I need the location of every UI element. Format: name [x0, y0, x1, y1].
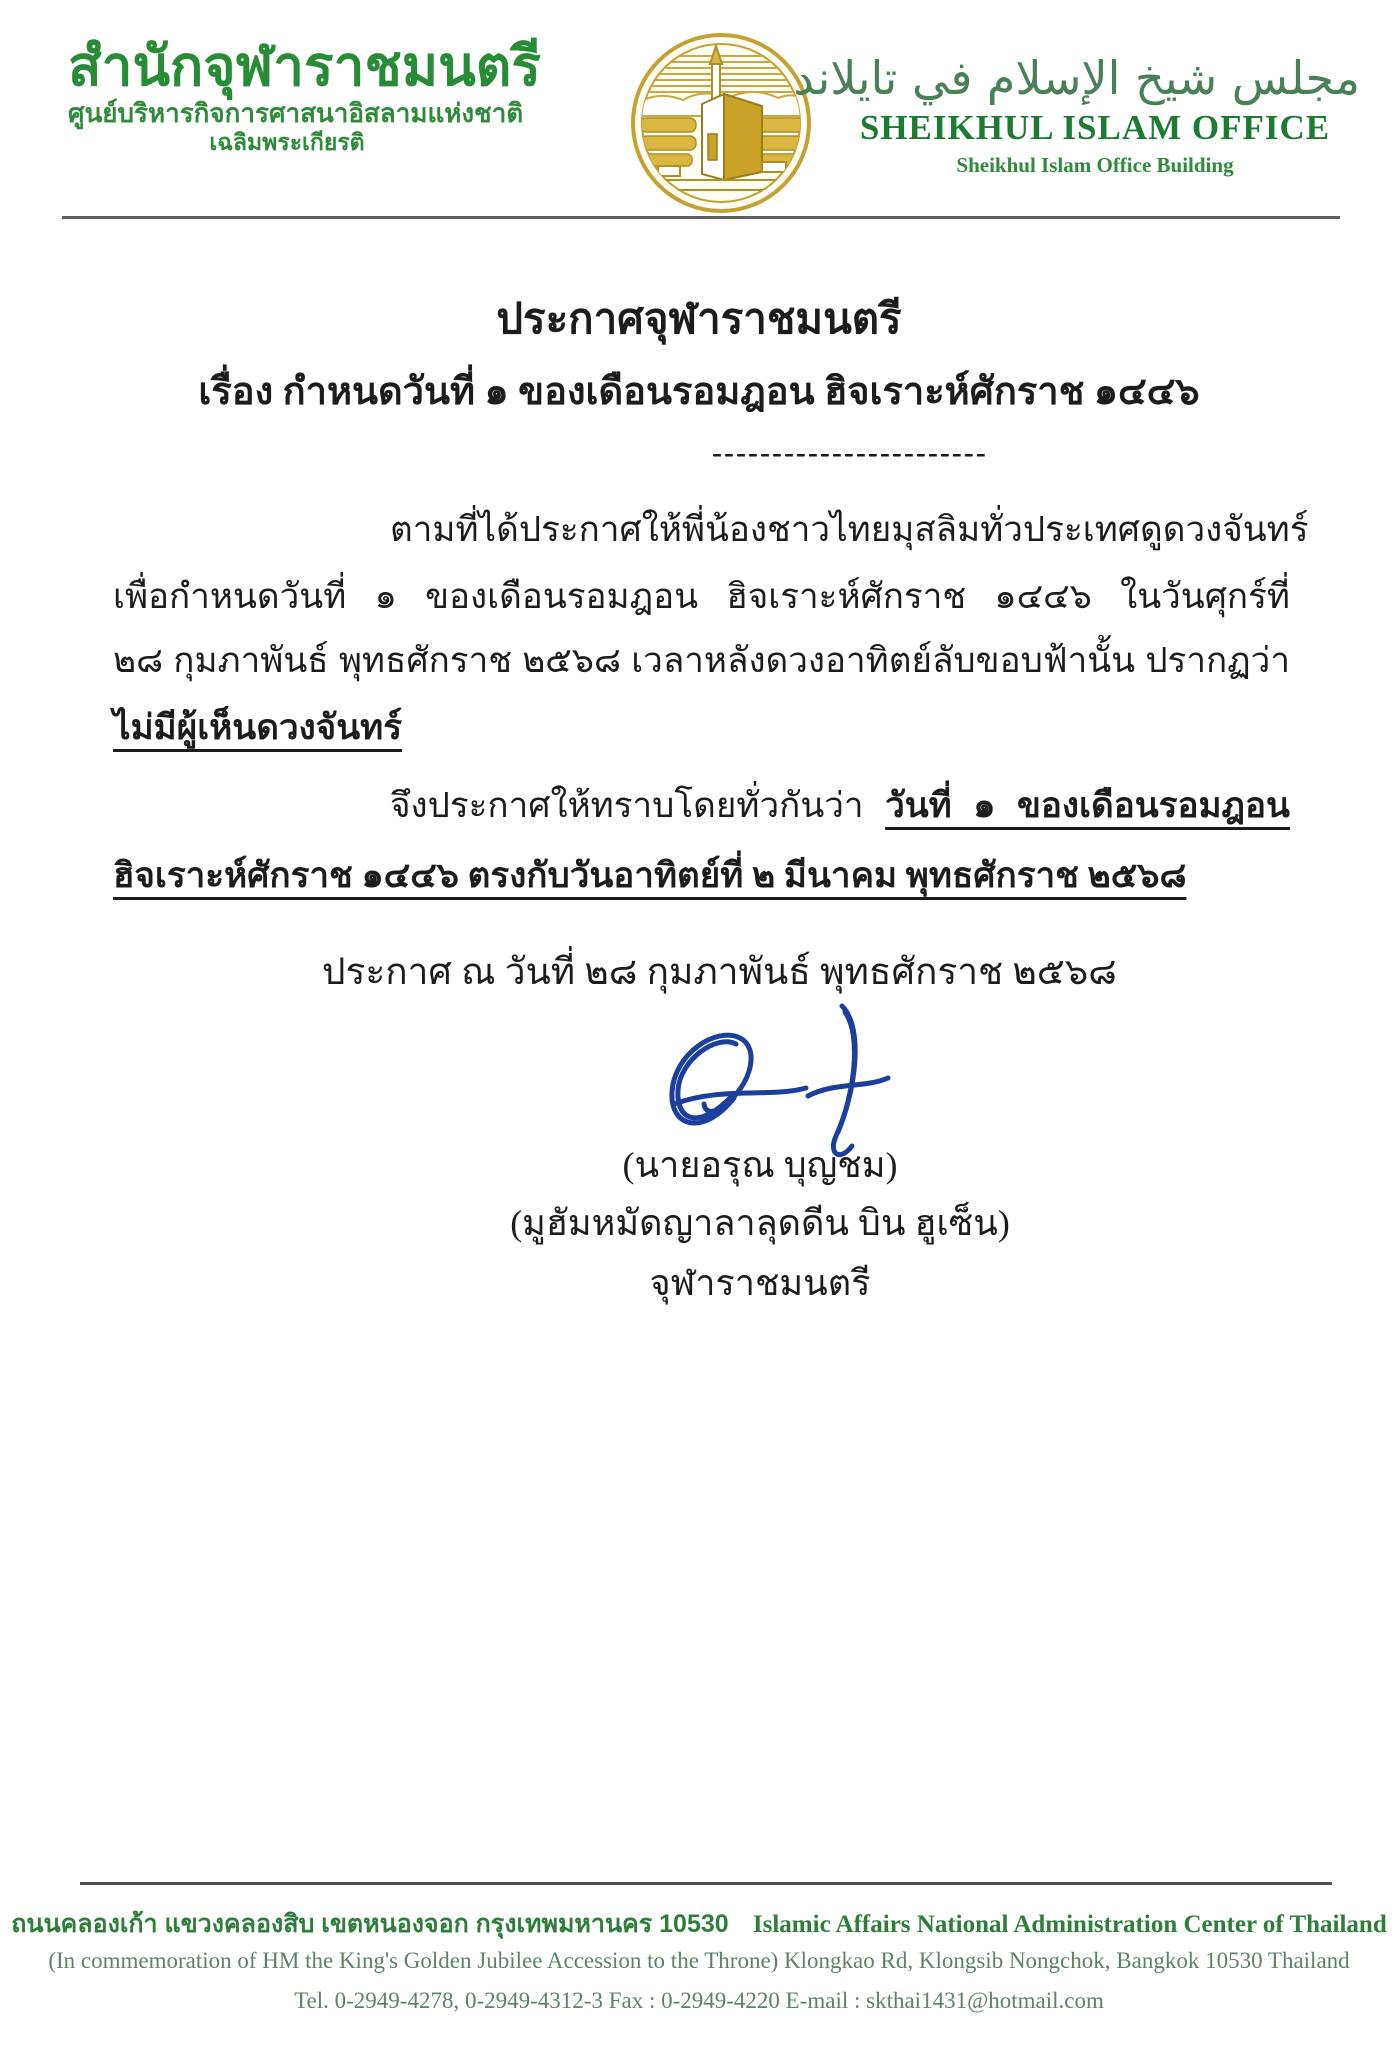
signatory-role: จุฬาราชมนตรี [649, 1263, 871, 1303]
no-moon-sighted-statement: ไม่มีผู้เห็นดวงจันทร์ [113, 708, 402, 747]
org-subtitle2-thai: เฉลิมพระเกียรติ [209, 129, 365, 155]
header-divider-rule [62, 216, 1340, 219]
footer-address-thai: ถนนคลองเก้า แขวงคลองสิบ เขตหนองจอก กรุงเทพมหานคร 10530 [11, 1910, 729, 1938]
paragraph1-emphasis [113, 700, 402, 755]
footer-center-name-english: Islamic Affairs National Administration Center of Thailand [752, 1911, 1387, 1938]
footer-divider-rule [80, 1882, 1332, 1885]
org-name-english: SHEIKHUL ISLAM OFFICE [859, 107, 1331, 147]
paragraph2-lead: จึงประกาศให้ทราบโดยทั่วกันว่า [390, 786, 864, 825]
subject-line: เรื่อง กำหนดวันที่ ๑ ของเดือนรอมฎอน ฮิจเราะห์ศักราช ๑๔๔๖ [198, 371, 1200, 413]
paragraph2-line1 [113, 784, 1290, 828]
footer-contact-line: Tel. 0-2949-4278, 0-2949-4312-3 Fax : 0-2949-4220 E-mail : skthai1431@hotmail.com [294, 1988, 1104, 2013]
paragraph2-line2 [113, 848, 1186, 903]
org-subtitle-thai: ศูนย์บริหารกิจการศาสนาอิสลามแห่งชาติ [68, 97, 524, 128]
paragraph1-line2: เพื่อกำหนดวันที่ ๑ ของเดือนรอมฎอน ฮิจเราะห์ศักราช ๑๔๔๖ ในวันศุกร์ที่ [113, 577, 1290, 616]
paragraph1-line3: ๒๘ กุมภาพันธ์ พุทธศักราช ๒๕๖๘ เวลาหลังดวงอาทิตย์ลับขอบฟ้านั้น ปรากฏว่า [113, 641, 1290, 680]
kaaba-emblem-icon [628, 30, 814, 216]
letterhead-international-block [793, 51, 1360, 179]
org-building-english: Sheikhul Islam Office Building [956, 153, 1234, 178]
letterhead-thai-block [68, 35, 541, 157]
dashed-divider: ----------------------- [712, 436, 988, 469]
org-name-arabic: مجلس شيخ الإسلام في تايلاند [793, 51, 1360, 105]
ramadan-date-emphasis-part2: ฮิจเราะห์ศักราช ๑๔๔๖ ตรงกับวันอาทิตย์ที่ ๒ มีนาคม พุทธศักราช ๒๕๖๘ [113, 856, 1187, 895]
page-title: ประกาศจุฬาราชมนตรี [496, 297, 902, 343]
announcement-date-line: ประกาศ ณ วันที่ ๒๘ กุมภาพันธ์ พุทธศักราช ๒๕๖๘ [322, 952, 1117, 993]
signatory-name-thai: (นายอรุณ บุญชม) [622, 1145, 898, 1185]
signatory-name-muslim: (มูฮัมหมัดญาลาลุดดีน บิน ฮูเซ็น) [510, 1203, 1010, 1243]
ramadan-date-emphasis-part1: วันที่ ๑ ของเดือนรอมฎอน [885, 786, 1290, 825]
footer-commemoration-line: (In commemoration of HM the King's Golden Jubilee Accession to the Throne) Klongkao Rd, Klongsib Nongchok, Bangkok 10530 Thailand [48, 1948, 1350, 1973]
paragraph1-line1: ตามที่ได้ประกาศให้พี่น้องชาวไทยมุสลิมทั่วประเทศดูดวงจันทร์ [390, 510, 1309, 549]
org-name-thai: สำนักจุฬาราชมนตรี [68, 35, 541, 97]
footer-address-line [0, 1904, 1398, 1944]
